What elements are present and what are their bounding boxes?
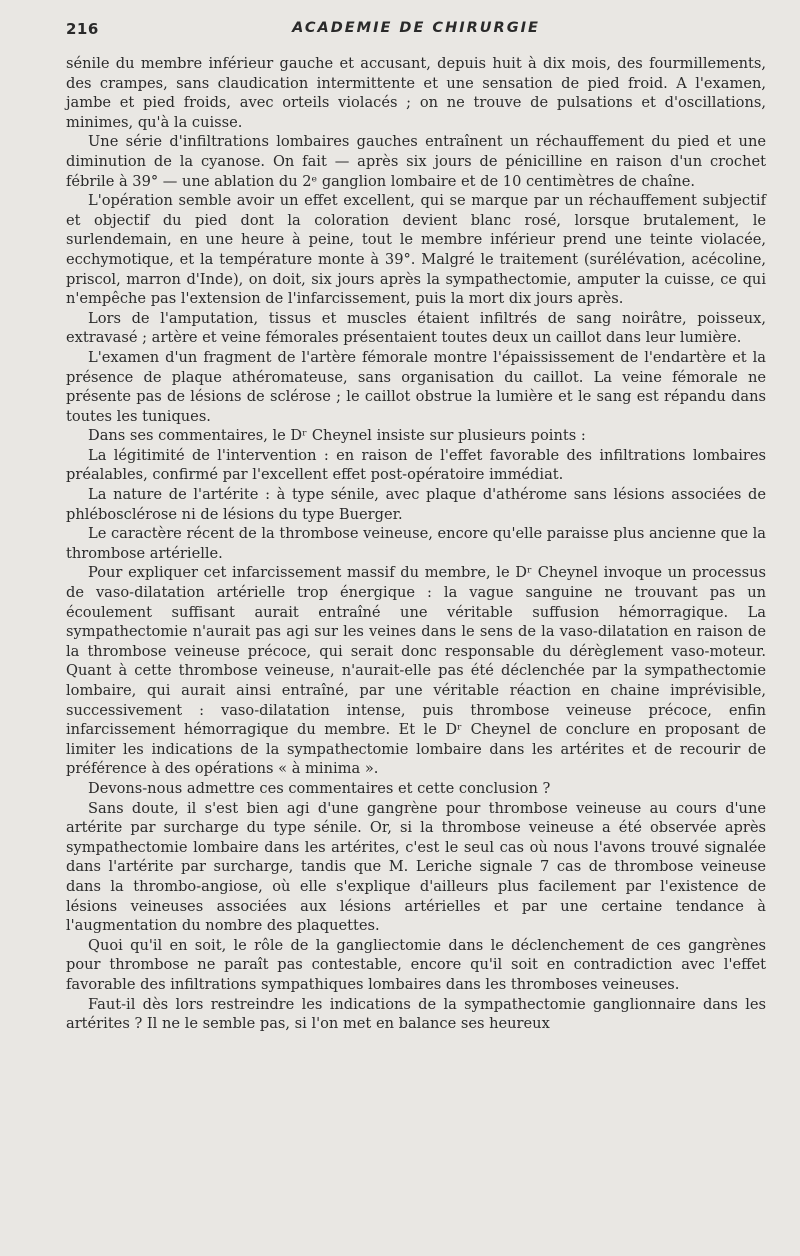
paragraph: Dans ses commentaires, le Dʳ Cheynel insiste sur plusieurs points :: [88, 427, 586, 445]
paragraph: La légitimité de l'intervention : en raison de l'effet favorable des infiltrations lombaires préalables, confirmé par l'excellent effet post-opératoire immédiat.: [66, 446, 766, 484]
paragraph-continued: sénile du membre inférieur gauche et accusant, depuis huit à dix mois, des fourmillements, des crampes, sans claudication intermittente et une sensation de pied froid. A l'examen, jambe et pied froids, avec orteils violacés ; on ne trouve de pulsations et d'oscillations, minimes, qu'à la cuisse.: [66, 55, 766, 131]
paragraph: Devons-nous admettre ces commentaires et cette conclusion ?: [88, 779, 551, 797]
paragraph: Faut-il dès lors restreindre les indications de la sympathectomie ganglionnaire dans les artérites ? Il ne le semble pas, si l'on met en balance ses heureux: [66, 995, 766, 1033]
page-header: [66, 20, 766, 46]
paragraph: La nature de l'artérite : à type sénile, avec plaque d'athérome sans lésions associées de phlébosclérose ni de lésions du type Buerger.: [66, 486, 766, 523]
page-number: 216: [66, 20, 99, 38]
paragraph: Lors de l'amputation, tissus et muscles étaient infiltrés de sang noirâtre, poisseux, extravasé ; artère et veine fémorales présentaient toutes deux un caillot dans leur lumière.: [66, 309, 766, 347]
running-head: ACADEMIE DE CHIRURGIE: [292, 20, 540, 36]
paragraph: Sans doute, il s'est bien agi d'une gangrène pour thrombose veineuse au cours d'une artérite par surcharge du type sénile. Or, si la thrombose veineuse a été observée après sympathectomie lombaire dans les artérites, c'est le seul cas où nous l'avons trouvé signalée dans l'artérite par surcharge, tandis que M. Leriche signale 7 cas de thrombose veineuse dans la thrombo-angiose, où elle s'explique d'ailleurs plus facilement par l'existence de lésions veineuses associées aux lésions artérielles et par une certaine tendance à l'augmentation du nombre des plaquettes.: [66, 799, 766, 935]
body-text: [66, 54, 766, 1034]
paragraph: Pour expliquer cet infarcissement massif du membre, le Dʳ Cheynel invoque un processus de vaso-dilatation artérielle trop énergique : la vague sanguine ne trouvant pas un écoulement suffisant aurait entraîné une véritable suffusion hémorragique. La sympathectomie n'aurait pas agi sur les veines dans le sens de la vaso-dilatation en raison de la thrombose veineuse précoce, qui serait donc responsable du dérèglement vaso-moteur. Quant à cette thrombose veineuse, n'aurait-elle pas été déclenchée par la sympathectomie lombaire, qui aurait ainsi entraîné, par une véritable réaction en chaine imprévisible, successivement : vaso-dilatation intense, puis thrombose veineuse précoce, enfin infarcissement hémorragique du membre. Et le Dʳ Cheynel de conclure en proposant de limiter les indications de la sympathectomie lombaire dans les artérites et de recourir de préférence à des opérations « à minima ».: [66, 564, 766, 778]
paragraph: Une série d'infiltrations lombaires gauches entraînent un réchauffement du pied et une diminution de la cyanose. On fait — après six jours de pénicilline en raison d'un crochet fébrile à 39° — une ablation du 2ᵉ ganglion lombaire et de 10 centimètres de chaîne.: [66, 133, 766, 190]
paragraph: L'opération semble avoir un effet excellent, qui se marque par un réchauffement subjectif et objectif du pied dont la coloration devient blanc rosé, lorsque brutalement, le surlendemain, en une heure à peine, tout le membre inférieur prend une teinte violacée, ecchymotique, et la température monte à 39°. Malgré le traitement (surélévation, acécoline, priscol, marron d'Inde), on doit, six jours après la sympathectomie, amputer la cuisse, ce qui n'empêche pas l'extension de l'infarcissement, puis la mort dix jours après.: [66, 192, 766, 308]
paragraph: Le caractère récent de la thrombose veineuse, encore qu'elle paraisse plus ancienne que la thrombose artérielle.: [66, 525, 766, 562]
paragraph: L'examen d'un fragment de l'artère fémorale montre l'épaississement de l'endartère et la présence de plaque athéromateuse, sans organisation du caillot. La veine fémorale ne présente pas de lésions de sclérose ; le caillot obstrue la lumière et le sang est répandu dans toutes les tuniques.: [66, 348, 766, 425]
paragraph: Quoi qu'il en soit, le rôle de la gangliectomie dans le déclenchement de ces gangrènes pour thrombose ne paraît pas contestable, encore qu'il soit en contradiction avec l'effet favorable des infiltrations sympathiques lombaires dans les thromboses veineuses.: [66, 936, 766, 993]
